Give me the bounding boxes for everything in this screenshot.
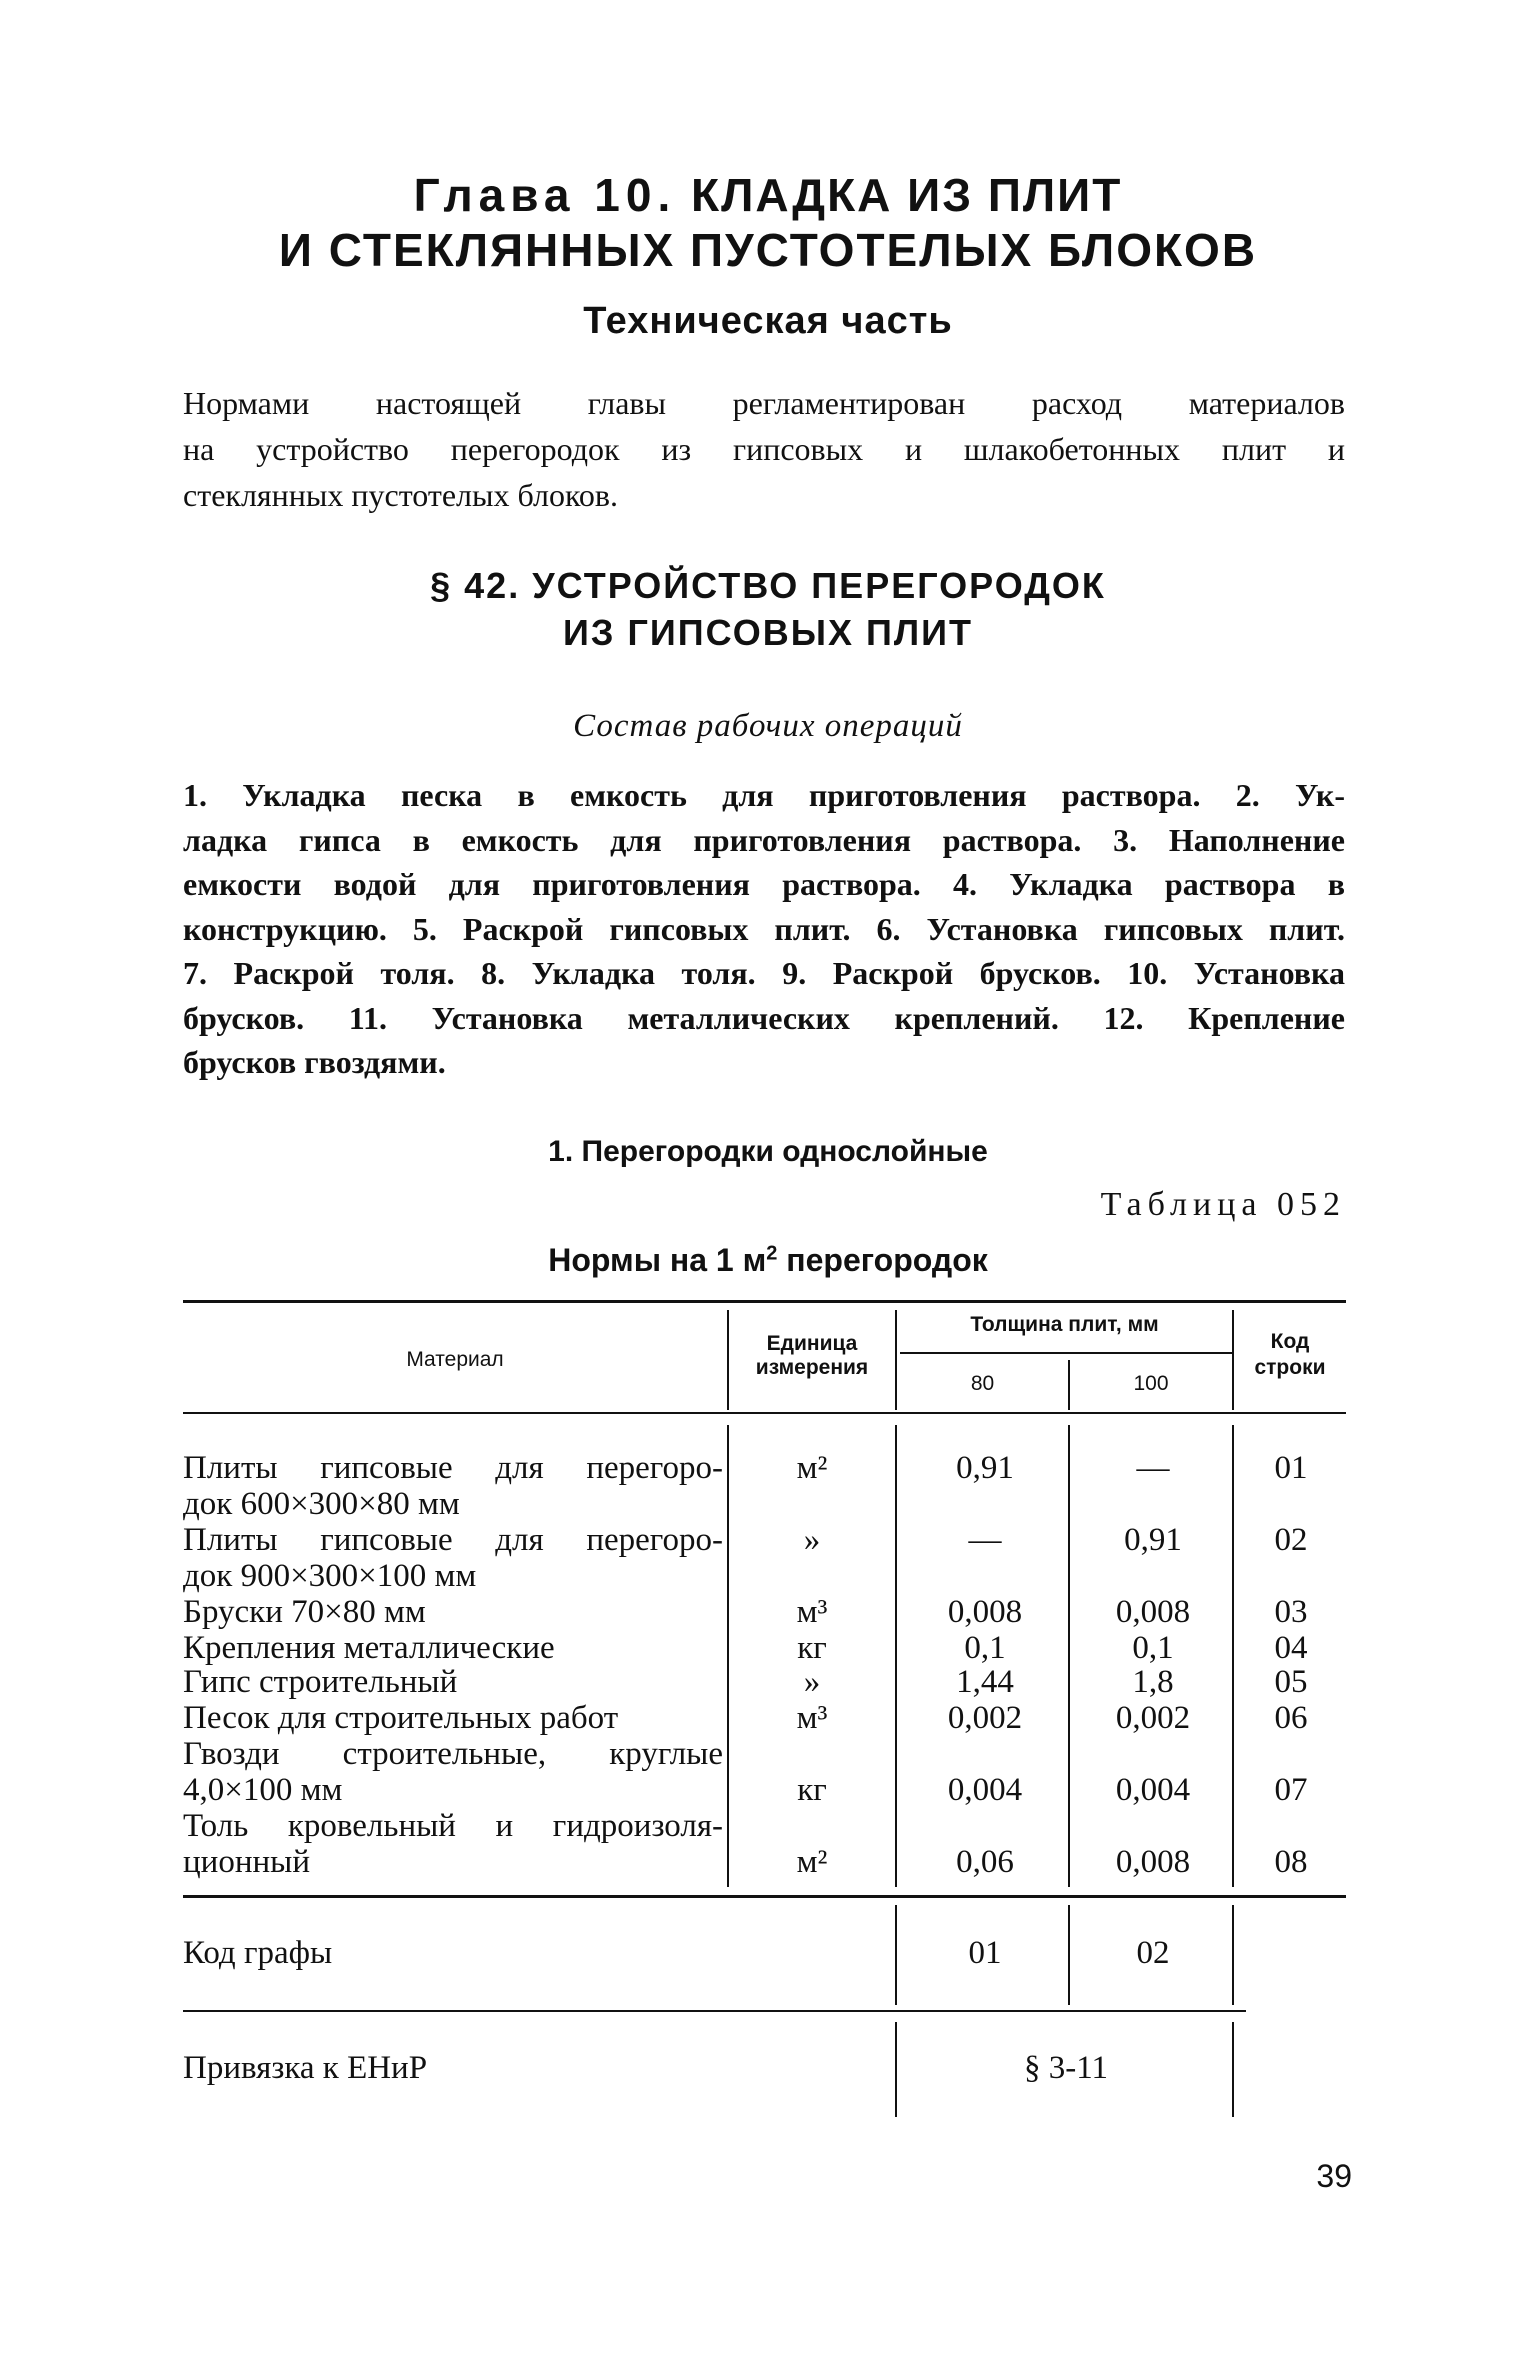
table-row-8-v100: 0,008: [1115, 1844, 1191, 1880]
row-2-material-line-2: док 900×300×100 мм: [183, 1558, 477, 1594]
norms-title-text: Нормы на 1 м: [548, 1242, 767, 1278]
norms-title: [0, 1242, 1536, 1279]
table-row-8-unit: м²: [796, 1844, 828, 1880]
section-heading-line1: § 42. УСТРОЙСТВО ПЕРЕГОРОДОК: [430, 565, 1106, 606]
table-row-7-unit: кг: [797, 1772, 827, 1808]
table-row-7-v80: 0,004: [947, 1772, 1023, 1808]
header-code-line1: Код: [1270, 1330, 1310, 1353]
operations-line-6: брусков. 11. Установка металлических креплений. 12. Крепление: [183, 999, 1345, 1036]
table-body-bottom-rule: [183, 1895, 1346, 1898]
graph-code-80: 01: [968, 1935, 1002, 1971]
table-row-4-code: 04: [1274, 1630, 1308, 1666]
vrule-footer-3: [1232, 1905, 1234, 2005]
operations-line-5: 7. Раскрой толя. 8. Укладка толя. 9. Раскрой брусков. 10. Установка: [183, 955, 1345, 991]
table-row-8-material: [183, 1808, 723, 1880]
table-row-5-v100: 1,8: [1132, 1664, 1174, 1700]
header-unit-line1: Единица: [766, 1332, 858, 1355]
row-7-material-line-2: 4,0×100 мм: [183, 1772, 343, 1808]
graph-code-100: 02: [1136, 1935, 1170, 1971]
row-5-material-line-1: Гипс строительный: [183, 1664, 458, 1700]
header-unit-line2: измерения: [755, 1356, 869, 1379]
operations-text: [183, 773, 1345, 1085]
subsection-title: 1. Перегородки однослойные: [548, 1135, 988, 1168]
table-row-8-v80: 0,06: [956, 1844, 1014, 1880]
table-row-1-material: [183, 1450, 723, 1522]
row-6-material-line-1: Песок для строительных работ: [183, 1700, 619, 1736]
technical-part-text: [183, 380, 1345, 518]
table-row-1-v100: —: [1136, 1450, 1170, 1486]
table-row-2-v80: —: [968, 1522, 1002, 1558]
page-number: 39: [1316, 2158, 1352, 2194]
table-row-3-material: [183, 1594, 723, 1630]
table-row-2-material: [183, 1522, 723, 1594]
row-1-material-line-2: док 600×300×80 мм: [183, 1486, 460, 1522]
table-row-6-v100: 0,002: [1115, 1700, 1191, 1736]
table-top-rule: [183, 1300, 1346, 1303]
table-row-1-unit: м²: [796, 1450, 828, 1486]
operations-line-1: 1. Укладка песка в емкость для приготовления раствора. 2. Ук-: [183, 777, 1345, 813]
chapter-title-line1: [0, 165, 1536, 225]
table-row-3-v100: 0,008: [1115, 1594, 1191, 1630]
table-row-5-unit: »: [803, 1664, 821, 1700]
table-row-7-code: 07: [1274, 1772, 1308, 1808]
header-code-line2: строки: [1254, 1356, 1326, 1379]
operations-line-7: брусков гвоздями.: [183, 1044, 446, 1080]
chapter-lead: Глава 10.: [413, 169, 677, 221]
technical-line-1: Нормами настоящей главы регламентирован расход материалов: [183, 385, 1345, 421]
table-row-4-v80: 0,1: [964, 1630, 1006, 1666]
header-thickness-80: 80: [970, 1372, 995, 1395]
section-heading-line2: ИЗ ГИПСОВЫХ ПЛИТ: [563, 612, 973, 653]
technical-line-3: стеклянных пустотелых блоков.: [183, 477, 618, 513]
table-row-6-v80: 0,002: [947, 1700, 1023, 1736]
table-row-3-code: 03: [1274, 1594, 1308, 1630]
header-material: Материал: [406, 1348, 504, 1371]
graph-code-label: Код графы: [183, 1935, 333, 1971]
header-thickness: Толщина плит, мм: [970, 1313, 1159, 1336]
graph-code-bottom-rule: [183, 2010, 1246, 2012]
table-row-2-v100: 0,91: [1124, 1522, 1182, 1558]
row-8-material-line-1: Толь кровельный и гидроизоля-: [183, 1808, 723, 1844]
norms-title-sup: 2: [766, 1242, 778, 1265]
table-row-4-v100: 0,1: [1132, 1630, 1174, 1666]
table-row-5-code: 05: [1274, 1664, 1308, 1700]
table-row-6-unit: м³: [796, 1700, 828, 1736]
table-row-5-v80: 1,44: [956, 1664, 1014, 1700]
vrule-ref-1: [895, 2022, 897, 2117]
table-row-5-material: [183, 1664, 723, 1700]
row-7-material-line-1: Гвозди строительные, круглые: [183, 1736, 723, 1772]
table-row-3-v80: 0,008: [947, 1594, 1023, 1630]
table-row-4-material: [183, 1630, 723, 1666]
operations-line-2: ладка гипса в емкость для приготовления раствора. 3. Наполнение: [183, 821, 1345, 858]
table-row-7-material: [183, 1736, 723, 1808]
header-bottom-rule: [183, 1412, 1346, 1414]
row-4-material-line-1: Крепления металлические: [183, 1630, 555, 1666]
chapter-title-line2: И СТЕКЛЯННЫХ ПУСТОТЕЛЫХ БЛОКОВ: [278, 224, 1258, 276]
vrule-body-1: [727, 1425, 729, 1887]
technical-part-heading: Техническая часть: [583, 300, 953, 342]
vrule-body-4: [1232, 1425, 1234, 1887]
row-2-material-line-1: Плиты гипсовые для перегоро-: [183, 1522, 723, 1558]
vrule-ref-2: [1232, 2022, 1234, 2117]
table-row-7-v100: 0,004: [1115, 1772, 1191, 1808]
enir-ref-label: Привязка к ЕНиР: [183, 2050, 428, 2086]
technical-line-2: на устройство перегородок из гипсовых и шлакобетонных плит и: [183, 431, 1345, 467]
table-row-1-code: 01: [1274, 1450, 1308, 1486]
table-label: Таблица 052: [1100, 1186, 1346, 1223]
thickness-sub-rule: [900, 1352, 1232, 1354]
table-row-6-code: 06: [1274, 1700, 1308, 1736]
operations-line-4: конструкцию. 5. Раскрой гипсовых плит. 6. Установка гипсовых плит.: [183, 910, 1345, 947]
row-8-material-line-2: ционный: [183, 1844, 310, 1880]
table-row-6-material: [183, 1700, 723, 1736]
norms-title-tail: перегородок: [777, 1242, 988, 1278]
enir-ref-value: § 3-11: [1023, 2050, 1108, 2086]
table-row-4-unit: кг: [797, 1630, 827, 1666]
row-3-material-line-1: Бруски 70×80 мм: [183, 1594, 426, 1630]
table-row-2-unit: »: [803, 1522, 821, 1558]
vrule-body-2: [895, 1425, 897, 1887]
row-1-material-line-1: Плиты гипсовые для перегоро-: [183, 1450, 723, 1486]
table-row-3-unit: м³: [796, 1594, 828, 1630]
chapter-title-part1: КЛАДКА ИЗ ПЛИТ: [691, 169, 1123, 221]
vrule-footer-1: [895, 1905, 897, 2005]
operations-heading: Состав рабочих операций: [573, 708, 963, 744]
table-row-8-code: 08: [1274, 1844, 1308, 1880]
header-thickness-100: 100: [1133, 1372, 1169, 1395]
table-row-2-code: 02: [1274, 1522, 1308, 1558]
operations-line-3: емкости водой для приготовления раствора. 4. Укладка раствора в: [183, 866, 1345, 902]
table-row-1-v80: 0,91: [956, 1450, 1014, 1486]
